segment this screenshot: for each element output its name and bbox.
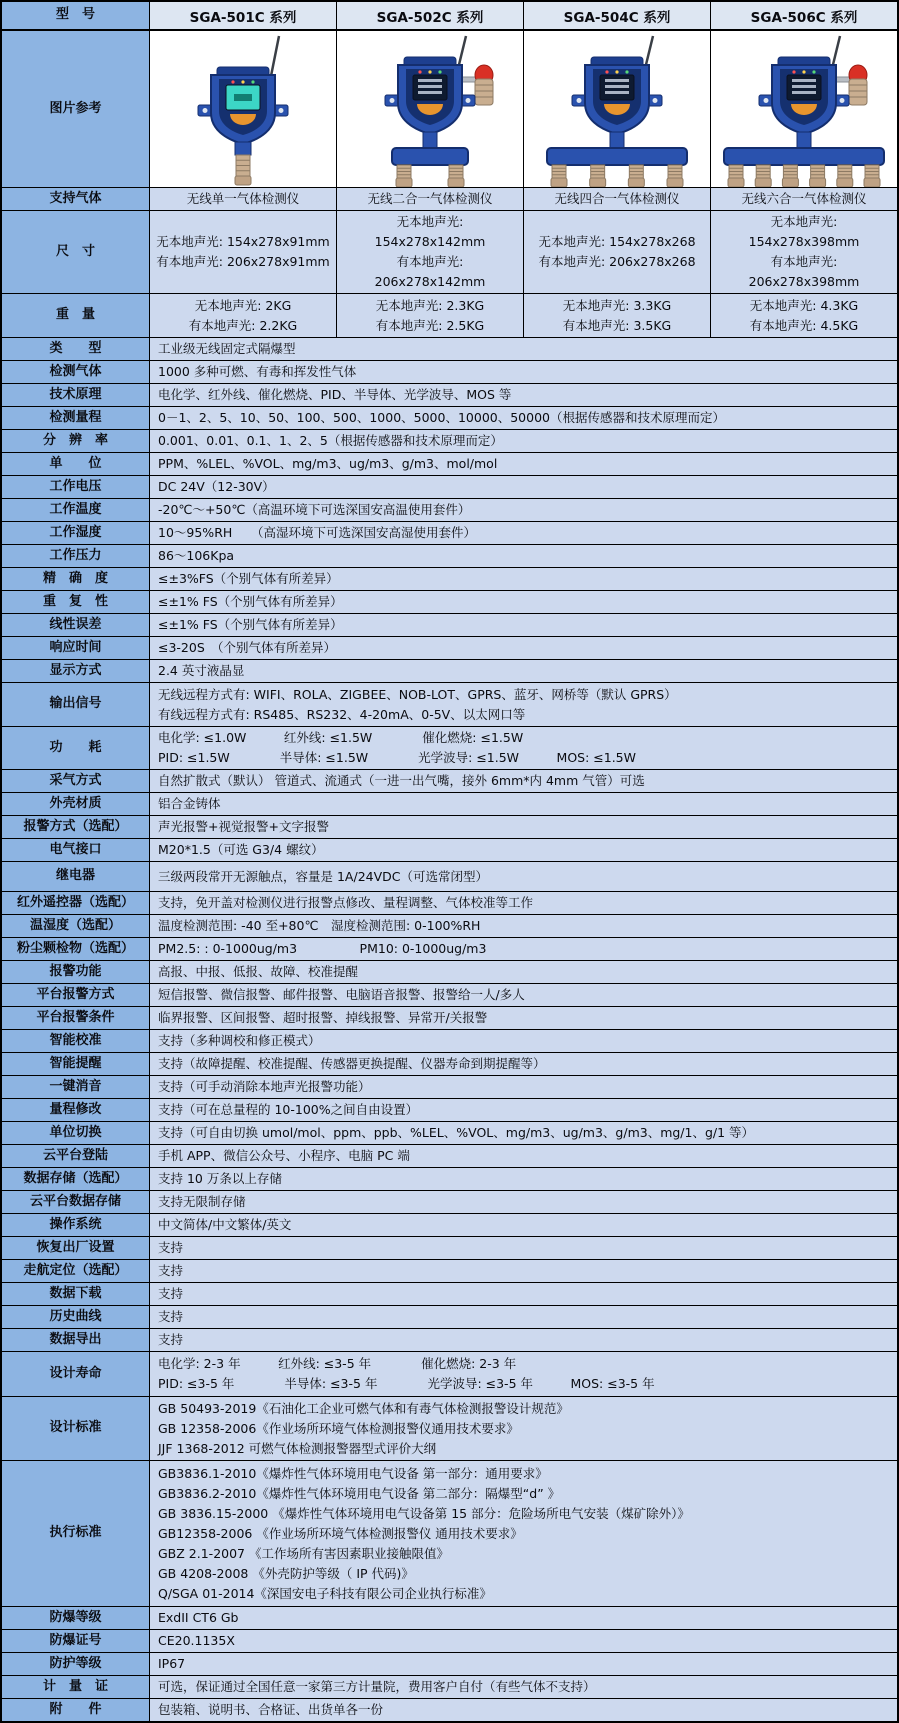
- row-value-repeatability: [149, 591, 897, 613]
- row-label-range-modify: 量程修改: [2, 1099, 149, 1121]
- row-label-linearity: 线性误差: [2, 614, 149, 636]
- row-value-power: [149, 727, 897, 769]
- value-text: 支持: [158, 1263, 184, 1278]
- row-label-sampling: 采气方式: [2, 770, 149, 792]
- value-text: 支持: [158, 1286, 184, 1301]
- row-label-design-standard: 设计标准: [2, 1397, 149, 1460]
- spec-row-metrology-cert: [2, 1675, 897, 1698]
- row-value-voltage: [149, 476, 897, 498]
- spec-row-resolution: [2, 429, 897, 452]
- value-text: 中文简体/中文繁体/英文: [158, 1217, 292, 1232]
- spec-row-nav-position: [2, 1259, 897, 1282]
- row-label-smart-remind: 智能提醒: [2, 1053, 149, 1075]
- spec-row-data-export: [2, 1328, 897, 1351]
- row-value-unit: [149, 453, 897, 475]
- row-label-voltage: 工作电压: [2, 476, 149, 498]
- row-label-ir-remote: 红外遥控器（选配）: [2, 892, 149, 914]
- value-text: 声光报警+视觉报警+文字报警: [158, 819, 329, 834]
- spec-row-ip-grade: [2, 1652, 897, 1675]
- value-text: 临界报警、区间报警、超时报警、掉线报警、异常开/关报警: [158, 1010, 488, 1025]
- value-text: 自然扩散式（默认） 管道式、流通式（一进一出气嘴，接外 6mm*内 4mm 气管）可选: [158, 773, 645, 788]
- value-text: 短信报警、微信报警、邮件报警、电脑语音报警、报警给一人/多人: [158, 987, 525, 1002]
- row-label-exec-standard: 执行标准: [2, 1461, 149, 1606]
- value-line: GB 50493-2019《石油化工企业可燃气体和有毒气体检测报警设计规范》: [158, 1400, 569, 1416]
- row-value-smart-cal: [149, 1030, 897, 1052]
- row-value-gas-col2: [336, 188, 523, 210]
- spec-row-data-download: [2, 1282, 897, 1305]
- row-label-design-life: 设计寿命: [2, 1352, 149, 1396]
- spec-row-accessories: [2, 1698, 897, 1721]
- spec-row-os: [2, 1213, 897, 1236]
- value-text: 0－1、2、5、10、50、100、500、1000、5000、10000、50000（根据传感器和技术原理而定）: [158, 410, 725, 425]
- value-text: 三级两段常开无源触点，容量是 1A/24VDC（可选常闭型）: [158, 868, 488, 884]
- value-text: PPM、%LEL、%VOL、mg/m3、ug/m3、g/m3、mol/mol: [158, 456, 498, 471]
- row-value-range: [149, 407, 897, 429]
- spec-row-unit: [2, 452, 897, 475]
- spec-row-type: [2, 337, 897, 360]
- header-row: [2, 2, 897, 30]
- row-value-electric-port: [149, 839, 897, 861]
- value-text: 支持（可手动消除本地声光报警功能）: [158, 1079, 371, 1094]
- value-text: 10～95%RH （高湿环境下可选深国安高湿使用套件）: [158, 525, 477, 540]
- spec-row-linearity: [2, 613, 897, 636]
- row-label-work-humidity: 工作湿度: [2, 522, 149, 544]
- row-value-pressure: [149, 545, 897, 567]
- row-label-metrology-cert: 计 量 证: [2, 1676, 149, 1698]
- spec-row-range-modify: [2, 1098, 897, 1121]
- row-value-resolution: [149, 430, 897, 452]
- row-value-data-export: [149, 1329, 897, 1351]
- value-text: 支持（可在总量程的 10-100%之间自由设置）: [158, 1102, 419, 1117]
- value-text: PM2.5: : 0-1000ug/m3 PM10: 0-1000ug/m3: [158, 941, 487, 956]
- spec-row-history-curve: [2, 1305, 897, 1328]
- value-line: 有本地声光: 206x278x142mm: [374, 254, 486, 289]
- spec-row-detect-gas: [2, 360, 897, 383]
- spec-row-design-life: [2, 1351, 897, 1396]
- row-value-ex-cert: [149, 1630, 897, 1652]
- row-label-platform-alarm-mode: 平台报警方式: [2, 984, 149, 1006]
- row-value-response: [149, 637, 897, 659]
- row-label-accessories: 附 件: [2, 1699, 149, 1721]
- value-line: 无线四合一气体检测仪: [554, 191, 680, 206]
- row-value-principle: [149, 384, 897, 406]
- value-text: 温度检测范围: -40 至+80℃ 湿度检测范围: 0-100%RH: [158, 918, 481, 933]
- row-value-gas-col1: [149, 188, 336, 210]
- spec-row-relay: [2, 861, 897, 891]
- row-value-history-curve: [149, 1306, 897, 1328]
- spec-row-exec-standard: [2, 1460, 897, 1606]
- row-label-unit-switch: 单位切换: [2, 1122, 149, 1144]
- row-value-design-life: [149, 1352, 897, 1396]
- value-line: 无本地声光: 2.3KG: [375, 297, 485, 313]
- row-label-unit: 单 位: [2, 453, 149, 475]
- spec-row-dust: [2, 937, 897, 960]
- spec-row-alarm-func: [2, 960, 897, 983]
- value-line: 无本地声光: 154x278x268: [538, 234, 696, 249]
- row-label-one-key-mute: 一键消音: [2, 1076, 149, 1098]
- row-value-gas-col4: [710, 188, 897, 210]
- value-text: ≤±1% FS（个别气体有所差异）: [158, 594, 343, 609]
- row-value-metrology-cert: [149, 1676, 897, 1698]
- spec-row-display: [2, 659, 897, 682]
- value-line: PID: ≤3-5 年 半导体: ≤3-5 年 光学波导: ≤3-5 年 MOS: ≤3-5 年: [158, 1376, 655, 1391]
- row-value-size-col3: [523, 211, 710, 293]
- value-text: 支持（故障提醒、校准提醒、传感器更换提醒、仪器寿命到期提醒等）: [158, 1056, 546, 1071]
- row-value-cloud-storage: [149, 1191, 897, 1213]
- row-value-accuracy: [149, 568, 897, 590]
- row-value-weight-col4: [710, 294, 897, 337]
- value-line: GB3836.2-2010《爆炸性气体环境用电气设备 第二部分：隔爆型“d” 》: [158, 1485, 561, 1501]
- value-line: JJF 1368-2012 可燃气体检测报警器型式评价大纲: [158, 1440, 437, 1456]
- value-text: ≤±3%FS（个别气体有所差异）: [158, 571, 339, 586]
- row-value-data-storage: [149, 1168, 897, 1190]
- row-label-pressure: 工作压力: [2, 545, 149, 567]
- row-value-cloud-login: [149, 1145, 897, 1167]
- row-label-data-export: 数据导出: [2, 1329, 149, 1351]
- value-line: GB 4208-2008 《外壳防护等级（ IP 代码)》: [158, 1565, 414, 1581]
- row-label-ip-grade: 防护等级: [2, 1653, 149, 1675]
- row-value-detect-gas: [149, 361, 897, 383]
- row-value-unit-switch: [149, 1122, 897, 1144]
- row-label-repeatability: 重 复 性: [2, 591, 149, 613]
- row-label-history-curve: 历史曲线: [2, 1306, 149, 1328]
- spec-row-shell: [2, 792, 897, 815]
- row-label-dust: 粉尘颗检物（选配）: [2, 938, 149, 960]
- row-label-weight: 重 量: [2, 294, 149, 337]
- value-line: 有本地声光: 3.5KG: [562, 317, 672, 333]
- value-line: 无本地声光: 154x278x142mm: [374, 214, 486, 249]
- row-label-cloud-login: 云平台登陆: [2, 1145, 149, 1167]
- spec-row-weight: [2, 293, 897, 337]
- value-line: 有线远程方式有: RS485、RS232、4-20mA、0-5V、以太网口等: [158, 706, 526, 722]
- row-value-work-humidity: [149, 522, 897, 544]
- value-text: 支持: [158, 1240, 184, 1255]
- value-line: 有本地声光: 206x278x268: [538, 254, 696, 269]
- row-label-display: 显示方式: [2, 660, 149, 682]
- spec-row-unit-switch: [2, 1121, 897, 1144]
- spec-row-alarm-mode: [2, 815, 897, 838]
- value-text: 1000 多种可燃、有毒和挥发性气体: [158, 364, 357, 379]
- value-line: 无本地声光: 154x278x398mm: [748, 214, 860, 249]
- row-label-gas: 支持气体: [2, 188, 149, 210]
- row-value-size-col4: [710, 211, 897, 293]
- row-value-type: [149, 338, 897, 360]
- spec-row-electric-port: [2, 838, 897, 861]
- spec-row-repeatability: [2, 590, 897, 613]
- row-value-weight-col2: [336, 294, 523, 337]
- row-value-one-key-mute: [149, 1076, 897, 1098]
- header-model-sga-502c: SGA-502C 系列: [336, 2, 523, 29]
- spec-row-power: [2, 726, 897, 769]
- spec-row-voltage: [2, 475, 897, 498]
- row-value-work-temp: [149, 499, 897, 521]
- row-value-design-standard: [149, 1397, 897, 1460]
- value-text: IP67: [158, 1656, 186, 1671]
- row-label-alarm-mode: 报警方式（选配）: [2, 816, 149, 838]
- spec-row-size: [2, 210, 897, 293]
- value-text: 支持，免开盖对检测仪进行报警点修改、量程调整、气体校准等工作: [158, 895, 534, 910]
- row-value-accessories: [149, 1699, 897, 1721]
- product-image-sga-504c: [523, 31, 710, 187]
- row-value-linearity: [149, 614, 897, 636]
- spec-row-data-storage: [2, 1167, 897, 1190]
- row-label-alarm-func: 报警功能: [2, 961, 149, 983]
- spec-row-ex-cert: [2, 1629, 897, 1652]
- row-label-ex-cert: 防爆证号: [2, 1630, 149, 1652]
- value-text: 支持: [158, 1332, 184, 1347]
- spec-row-gas: [2, 187, 897, 210]
- row-label-smart-cal: 智能校准: [2, 1030, 149, 1052]
- spec-row-ir-remote: [2, 891, 897, 914]
- row-label-accuracy: 精 确 度: [2, 568, 149, 590]
- value-text: 86～106Kpa: [158, 548, 235, 563]
- row-value-data-download: [149, 1283, 897, 1305]
- value-line: 有本地声光: 206x278x91mm: [156, 254, 330, 269]
- row-value-ex-grade: [149, 1607, 897, 1629]
- value-line: 电化学: ≤1.0W 红外线: ≤1.5W 催化燃烧: ≤1.5W: [158, 730, 524, 745]
- value-text: 支持 10 万条以上存储: [158, 1171, 282, 1186]
- value-line: 有本地声光: 206x278x398mm: [748, 254, 860, 289]
- row-value-output: [149, 683, 897, 726]
- spec-row-cloud-login: [2, 1144, 897, 1167]
- value-text: DC 24V（12-30V）: [158, 479, 275, 494]
- row-value-size-col1: [149, 211, 336, 293]
- row-label-output: 输出信号: [2, 683, 149, 726]
- row-label-principle: 技术原理: [2, 384, 149, 406]
- value-text: 高报、中报、低报、故障、校准提醒: [158, 964, 359, 979]
- row-label-work-temp: 工作温度: [2, 499, 149, 521]
- row-value-smart-remind: [149, 1053, 897, 1075]
- value-text: 可选，保证通过全国任意一家第三方计量院，费用客户自付（有些气体不支持）: [158, 1679, 596, 1694]
- row-value-weight-col3: [523, 294, 710, 337]
- row-value-os: [149, 1214, 897, 1236]
- row-label-type: 类 型: [2, 338, 149, 360]
- value-text: 支持: [158, 1309, 184, 1324]
- row-value-platform-alarm-cond: [149, 1007, 897, 1029]
- row-value-ir-remote: [149, 892, 897, 914]
- spec-row-work-temp: [2, 498, 897, 521]
- value-line: 无本地声光: 3.3KG: [562, 297, 672, 313]
- row-label-shell: 外壳材质: [2, 793, 149, 815]
- spec-row-work-humidity: [2, 521, 897, 544]
- spec-row-temp-humidity: [2, 914, 897, 937]
- product-image-sga-502c: [336, 31, 523, 187]
- value-text: ExdII CT6 Gb: [158, 1610, 239, 1625]
- value-text: ≤3-20S （个别气体有所差异）: [158, 640, 337, 655]
- value-line: 有本地声光: 2.2KG: [188, 317, 298, 333]
- row-label-temp-humidity: 温湿度（选配）: [2, 915, 149, 937]
- image-row: [2, 30, 897, 187]
- row-value-exec-standard: [149, 1461, 897, 1606]
- value-line: GB3836.1-2010《爆炸性气体环境用电气设备 第一部分：通用要求》: [158, 1465, 548, 1481]
- spec-row-pressure: [2, 544, 897, 567]
- row-label-image: 图片参考: [2, 31, 149, 187]
- value-text: 支持无限制存储: [158, 1194, 246, 1209]
- row-label-data-storage: 数据存储（选配）: [2, 1168, 149, 1190]
- row-label-platform-alarm-cond: 平台报警条件: [2, 1007, 149, 1029]
- value-line: 电化学: 2-3 年 红外线: ≤3-5 年 催化燃烧: 2-3 年: [158, 1356, 517, 1371]
- row-value-shell: [149, 793, 897, 815]
- spec-row-platform-alarm-mode: [2, 983, 897, 1006]
- value-line: 有本地声光: 4.5KG: [749, 317, 859, 333]
- value-text: M20*1.5（可选 G3/4 螺纹）: [158, 842, 324, 857]
- value-text: 手机 APP、微信公众号、小程序、电脑 PC 端: [158, 1148, 410, 1163]
- value-line: 无线单一气体检测仪: [186, 191, 300, 206]
- value-line: PID: ≤1.5W 半导体: ≤1.5W 光学波导: ≤1.5W MOS: ≤1.5W: [158, 750, 636, 765]
- spec-row-accuracy: [2, 567, 897, 590]
- spec-row-one-key-mute: [2, 1075, 897, 1098]
- value-line: 无线二合一气体检测仪: [367, 191, 493, 206]
- row-label-power: 功 耗: [2, 727, 149, 769]
- row-value-sampling: [149, 770, 897, 792]
- value-text: 支持（多种调校和修正模式）: [158, 1033, 321, 1048]
- row-label-size: 尺 寸: [2, 211, 149, 293]
- value-line: 无线远程方式有: WIFI、ROLA、ZIGBEE、NOB-LOT、GPRS、蓝牙、网桥等（默认 GPRS）: [158, 686, 677, 702]
- spec-row-smart-cal: [2, 1029, 897, 1052]
- value-line: 无线六合一气体检测仪: [741, 191, 867, 206]
- row-label-ex-grade: 防爆等级: [2, 1607, 149, 1629]
- value-line: 有本地声光: 2.5KG: [375, 317, 485, 333]
- value-text: 铝合金铸体: [158, 796, 221, 811]
- value-line: 无本地声光: 4.3KG: [749, 297, 859, 313]
- spec-row-cloud-storage: [2, 1190, 897, 1213]
- row-value-gas-col3: [523, 188, 710, 210]
- spec-row-sampling: [2, 769, 897, 792]
- row-value-platform-alarm-mode: [149, 984, 897, 1006]
- row-value-ip-grade: [149, 1653, 897, 1675]
- row-label-resolution: 分 辨 率: [2, 430, 149, 452]
- value-text: 包装箱、说明书、合格证、出货单各一份: [158, 1702, 384, 1717]
- product-image-sga-506c: [710, 31, 897, 187]
- value-line: GB 3836.15-2000 《爆炸性气体环境用电气设备第 15 部分：危险场所电气安装（煤矿除外）》: [158, 1505, 690, 1521]
- row-label-response: 响应时间: [2, 637, 149, 659]
- row-value-display: [149, 660, 897, 682]
- header-model-label: 型 号: [2, 2, 149, 29]
- value-text: 电化学、红外线、催化燃烧、PID、半导体、光学波导、MOS 等: [158, 387, 512, 402]
- row-value-size-col2: [336, 211, 523, 293]
- row-label-electric-port: 电气接口: [2, 839, 149, 861]
- row-label-factory-reset: 恢复出厂设置: [2, 1237, 149, 1259]
- row-label-cloud-storage: 云平台数据存储: [2, 1191, 149, 1213]
- spec-row-design-standard: [2, 1396, 897, 1460]
- row-label-data-download: 数据下载: [2, 1283, 149, 1305]
- header-model-sga-506c: SGA-506C 系列: [710, 2, 897, 29]
- row-label-detect-gas: 检测气体: [2, 361, 149, 383]
- value-line: GB 12358-2006《作业场所环境气体检测报警仪通用技术要求》: [158, 1420, 519, 1436]
- row-label-os: 操作系统: [2, 1214, 149, 1236]
- value-text: 0.001、0.01、0.1、1、2、5（根据传感器和技术原理而定）: [158, 433, 503, 448]
- value-line: Q/SGA 01-2014《深国安电子科技有限公司企业执行标准》: [158, 1585, 492, 1601]
- value-line: 无本地声光: 2KG: [194, 297, 292, 313]
- row-label-relay: 继电器: [2, 862, 149, 891]
- spec-row-output: [2, 682, 897, 726]
- row-value-temp-humidity: [149, 915, 897, 937]
- value-text: -20℃～+50℃（高温环境下可选深国安高温使用套件）: [158, 502, 471, 517]
- value-text: CE20.1135X: [158, 1633, 235, 1648]
- spec-row-smart-remind: [2, 1052, 897, 1075]
- row-label-range: 检测量程: [2, 407, 149, 429]
- value-text: 2.4 英寸液晶显: [158, 663, 245, 678]
- value-text: 支持（可自由切换 umol/mol、ppm、ppb、%LEL、%VOL、mg/m3、ug/m3、g/m3、mg/1、g/1 等）: [158, 1125, 755, 1140]
- spec-row-platform-alarm-cond: [2, 1006, 897, 1029]
- value-line: GBZ 2.1-2007 《工作场所有害因素职业接触限值》: [158, 1545, 449, 1561]
- product-image-sga-501c: [149, 31, 336, 187]
- value-line: 无本地声光: 154x278x91mm: [156, 234, 330, 249]
- row-value-factory-reset: [149, 1237, 897, 1259]
- value-text: ≤±1% FS（个别气体有所差异）: [158, 617, 343, 632]
- value-text: 工业级无线固定式隔爆型: [158, 341, 296, 356]
- row-value-relay: [149, 862, 897, 891]
- row-value-nav-position: [149, 1260, 897, 1282]
- row-value-alarm-func: [149, 961, 897, 983]
- spec-row-principle: [2, 383, 897, 406]
- value-line: GB12358-2006 《作业场所环境气体检测报警仪 通用技术要求》: [158, 1525, 523, 1541]
- spec-row-range: [2, 406, 897, 429]
- row-value-alarm-mode: [149, 816, 897, 838]
- spec-row-factory-reset: [2, 1236, 897, 1259]
- row-value-range-modify: [149, 1099, 897, 1121]
- spec-row-ex-grade: [2, 1606, 897, 1629]
- row-label-nav-position: 走航定位（选配）: [2, 1260, 149, 1282]
- spec-row-response: [2, 636, 897, 659]
- header-model-sga-504c: SGA-504C 系列: [523, 2, 710, 29]
- row-value-weight-col1: [149, 294, 336, 337]
- row-value-dust: [149, 938, 897, 960]
- header-model-sga-501c: SGA-501C 系列: [149, 2, 336, 29]
